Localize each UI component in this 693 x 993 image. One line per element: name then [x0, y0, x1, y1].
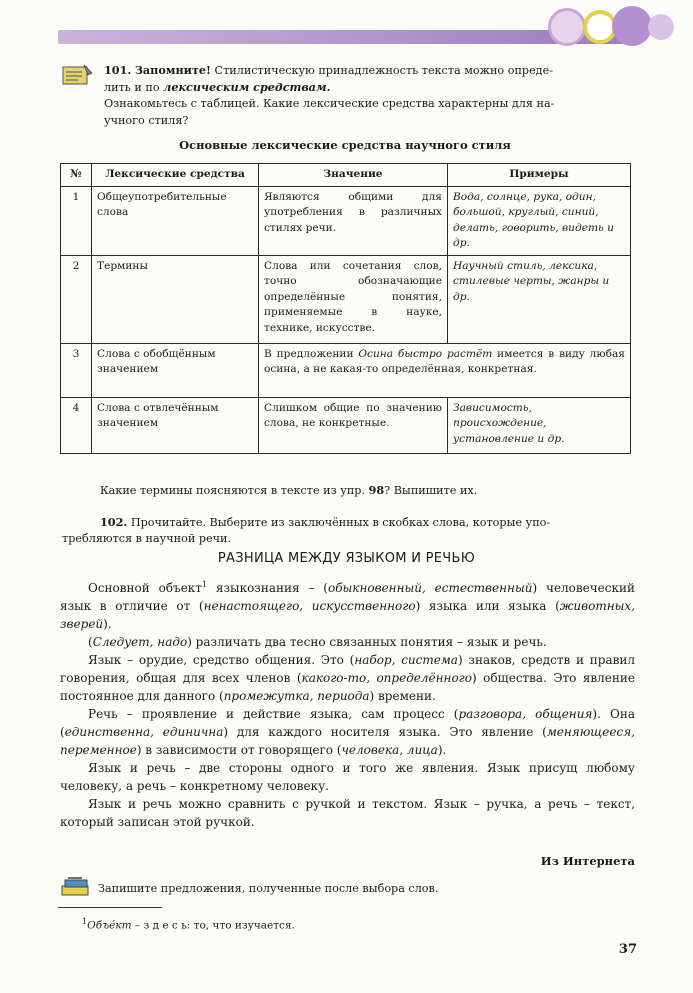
table-row	[61, 397, 631, 453]
row-type: Общеупотребительные слова	[92, 186, 259, 255]
row-examples: Вода, солнце, рука, один, большой, круглый, синий, делать, говорить, видеть и др.	[448, 186, 631, 255]
paragraph: Основной объект$^1$ языкознания – (обыкновенный, естественный) человеческий язык в отличие от (ненастоящего, искусственного) языка или языка (животных, зверей).	[60, 580, 636, 631]
exercise-emphasis: лексическим средствам.	[163, 80, 331, 94]
article-body	[60, 576, 635, 831]
table-title: Основные лексические средства научного стиля	[179, 138, 511, 152]
exercise-101-cont	[104, 79, 636, 97]
row-meaning: Слишком общие по значению слова, не конкретные.	[259, 397, 448, 453]
row-meaning-merged	[259, 343, 631, 397]
exercise-text: требляются в научной речи.	[62, 532, 232, 545]
exercise-text: лить и по	[104, 81, 164, 94]
table-header-row	[61, 164, 631, 187]
decor-circle	[612, 6, 652, 46]
row-type: Слова с обобщённым значением	[92, 343, 259, 397]
column-header: Примеры	[448, 164, 631, 187]
column-header: №	[61, 164, 92, 187]
cell-text: В предложении	[264, 347, 359, 360]
footnote-divider	[58, 907, 162, 908]
paragraph: Язык и речь – две стороны одного и того же явления. Язык присущ любому человеку, а речь – конкретному человеку.	[60, 761, 635, 793]
footnote-text: – з д е с ь: то, что изучается.	[131, 919, 295, 932]
table-row	[61, 186, 631, 255]
decor-circle	[648, 14, 674, 40]
exercise-number: 102.	[100, 515, 128, 529]
exercise-101-cont	[104, 113, 636, 130]
lexical-table	[60, 163, 631, 454]
column-header: Лексические средства	[92, 164, 259, 187]
row-examples: Зависимость, происхождение, установление и др.	[448, 397, 631, 453]
exercise-lead: Запомните!	[134, 63, 211, 77]
exercise-number: 101.	[104, 63, 132, 77]
question-ref: 98	[368, 483, 385, 497]
row-number: 4	[61, 397, 92, 453]
exercise-text: Прочитайте. Выберите из заключённых в скобках слова, которые упо-	[130, 516, 551, 529]
cell-italic: Осина быстро растёт	[358, 347, 493, 360]
article-source: Из Интернета	[540, 854, 635, 868]
page-number: 37	[618, 942, 637, 957]
question-text: Какие термины поясняются в тексте из упр.	[100, 484, 369, 497]
paragraph: Язык – орудие, средство общения. Это (набор, система) знаков, средств и правил говорения, общая для всех членов (какого-то, определённого) общества. Это явление постоянное для данного (промежутка, периода) времени.	[60, 653, 636, 703]
row-type: Термины	[92, 255, 259, 343]
notebook-icon	[60, 876, 92, 898]
table-row	[61, 343, 631, 397]
question	[100, 483, 477, 497]
exercise-102	[100, 514, 636, 532]
exercise-text: Ознакомьтесь с таблицей. Какие лексические средства характерны для на-	[104, 97, 555, 110]
paragraph: (Следует, надо) различать два тесно связанных понятия – язык и речь.	[88, 635, 547, 649]
footnote-word: Объéкт	[87, 919, 132, 932]
cell-text: имеется в виду любая осина, а не какая-то определённая, конкретная.	[264, 347, 625, 375]
decor-circle	[548, 8, 586, 46]
row-number: 3	[61, 343, 92, 397]
task-text: Запишите предложения, полученные после выбора слов.	[98, 882, 439, 895]
exercise-101-cont	[104, 96, 636, 113]
column-header: Значение	[259, 164, 448, 187]
row-number: 1	[61, 186, 92, 255]
memo-icon	[60, 62, 96, 88]
exercise-text: учного стиля?	[104, 114, 189, 127]
exercise-text: Стилистическую принадлежность текста можно опреде-	[214, 64, 553, 77]
row-examples: Научный стиль, лексика, стилевые черты, жанры и др.	[448, 255, 631, 343]
footnote	[82, 917, 295, 932]
exercise-102-cont	[62, 531, 637, 548]
paragraph: Речь – проявление и действие языка, сам процесс (разговора, общения). Она (единственна, единична) для каждого носителя языка. Это явление (меняющееся, переменное) в зависимости от говорящего (человека, лица).	[60, 707, 635, 757]
row-type: Слова с отвлечённым значением	[92, 397, 259, 453]
article-heading: РАЗНИЦА МЕЖДУ ЯЗЫКОМ И РЕЧЬЮ	[217, 551, 476, 566]
row-number: 2	[61, 255, 92, 343]
question-text: ? Выпишите их.	[384, 484, 478, 497]
footnote-marker: 1	[82, 917, 88, 926]
row-meaning: Слова или сочетания слов, точно обозначающие определённые понятия, применяемые в науке, технике, искусстве.	[259, 255, 448, 343]
paragraph: Язык и речь можно сравнить с ручкой и текстом. Язык – ручка, а речь – текст, который записан этой ручкой.	[60, 797, 635, 829]
table-row	[61, 255, 631, 343]
exercise-101	[104, 62, 636, 80]
row-meaning: Являются общими для употребления в различных стилях речи.	[259, 186, 448, 255]
